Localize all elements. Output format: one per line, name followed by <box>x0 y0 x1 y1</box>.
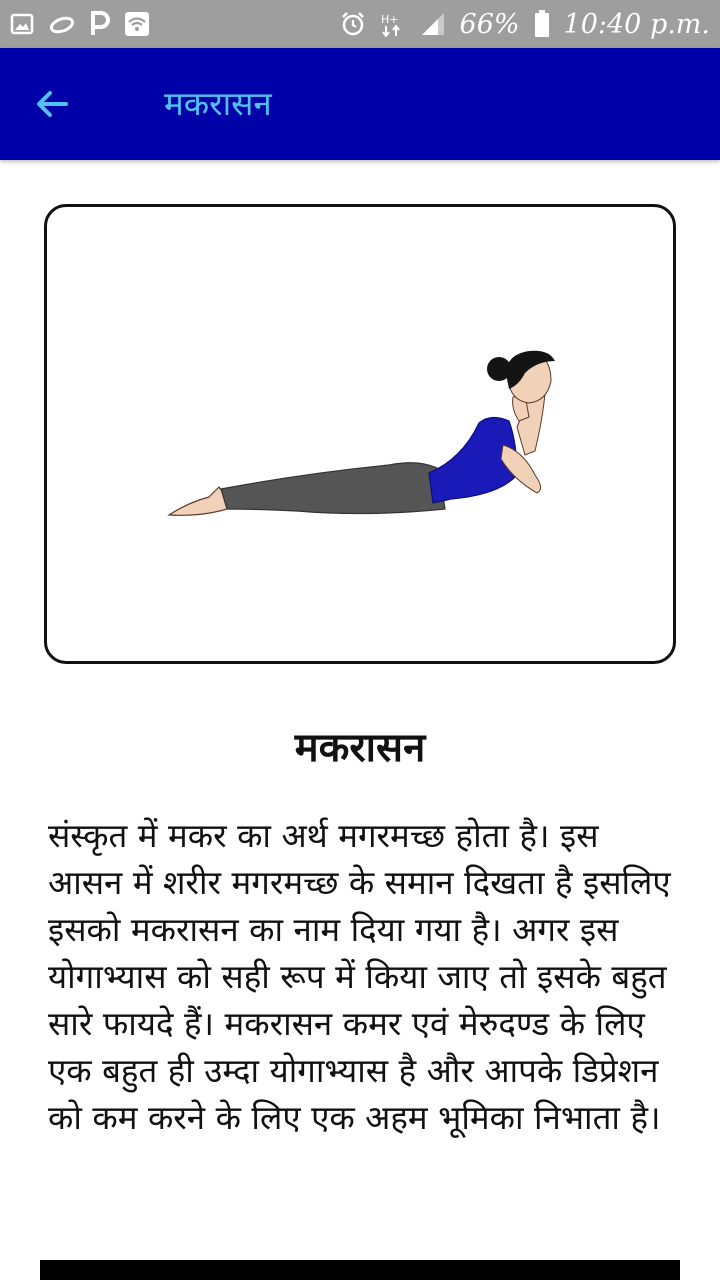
back-button[interactable] <box>24 76 80 132</box>
alarm-icon <box>340 11 366 37</box>
signal-icon <box>420 11 446 37</box>
bottom-edge-bar <box>40 1260 680 1280</box>
status-time: 10:40 p.m. <box>563 8 710 40</box>
wifi-box-icon <box>124 11 150 37</box>
status-left-icons <box>10 11 150 37</box>
cloud-icon <box>48 14 76 34</box>
status-bar <box>0 0 720 48</box>
gallery-icon <box>10 12 34 36</box>
app-bar <box>0 48 720 160</box>
pose-image-card <box>44 204 676 664</box>
app-bar-title: मकरासन <box>164 84 272 123</box>
arrow-back-icon <box>34 86 70 122</box>
pose-description: संस्कृत में मकर का अर्थ मगरमच्छ होता है। इस आसन में शरीर मगरमच्छ के समान दिखता है इसलिए इसको मकरासन का नाम दिया गया है। अगर इस योगाभ्यास को सही रूप में किया जाए तो इसके बहुत सारे फायदे हैं। मकरासन कमर एवं मेरुदण्ड के लिए एक बहुत ही उम्दा योगाभ्यास है और आपके डिप्रेशन को कम करने के लिए एक अहम भूमिका निभाता है। <box>48 816 671 1137</box>
p-icon <box>90 11 110 37</box>
makarasana-pose-illustration <box>157 347 577 537</box>
pose-title: मकरासन <box>294 725 426 771</box>
status-right-icons <box>340 9 710 40</box>
battery-percent: 66% <box>459 8 520 40</box>
network-type-label: H+ <box>380 13 399 26</box>
battery-icon <box>534 10 550 38</box>
network-icon <box>380 11 406 37</box>
